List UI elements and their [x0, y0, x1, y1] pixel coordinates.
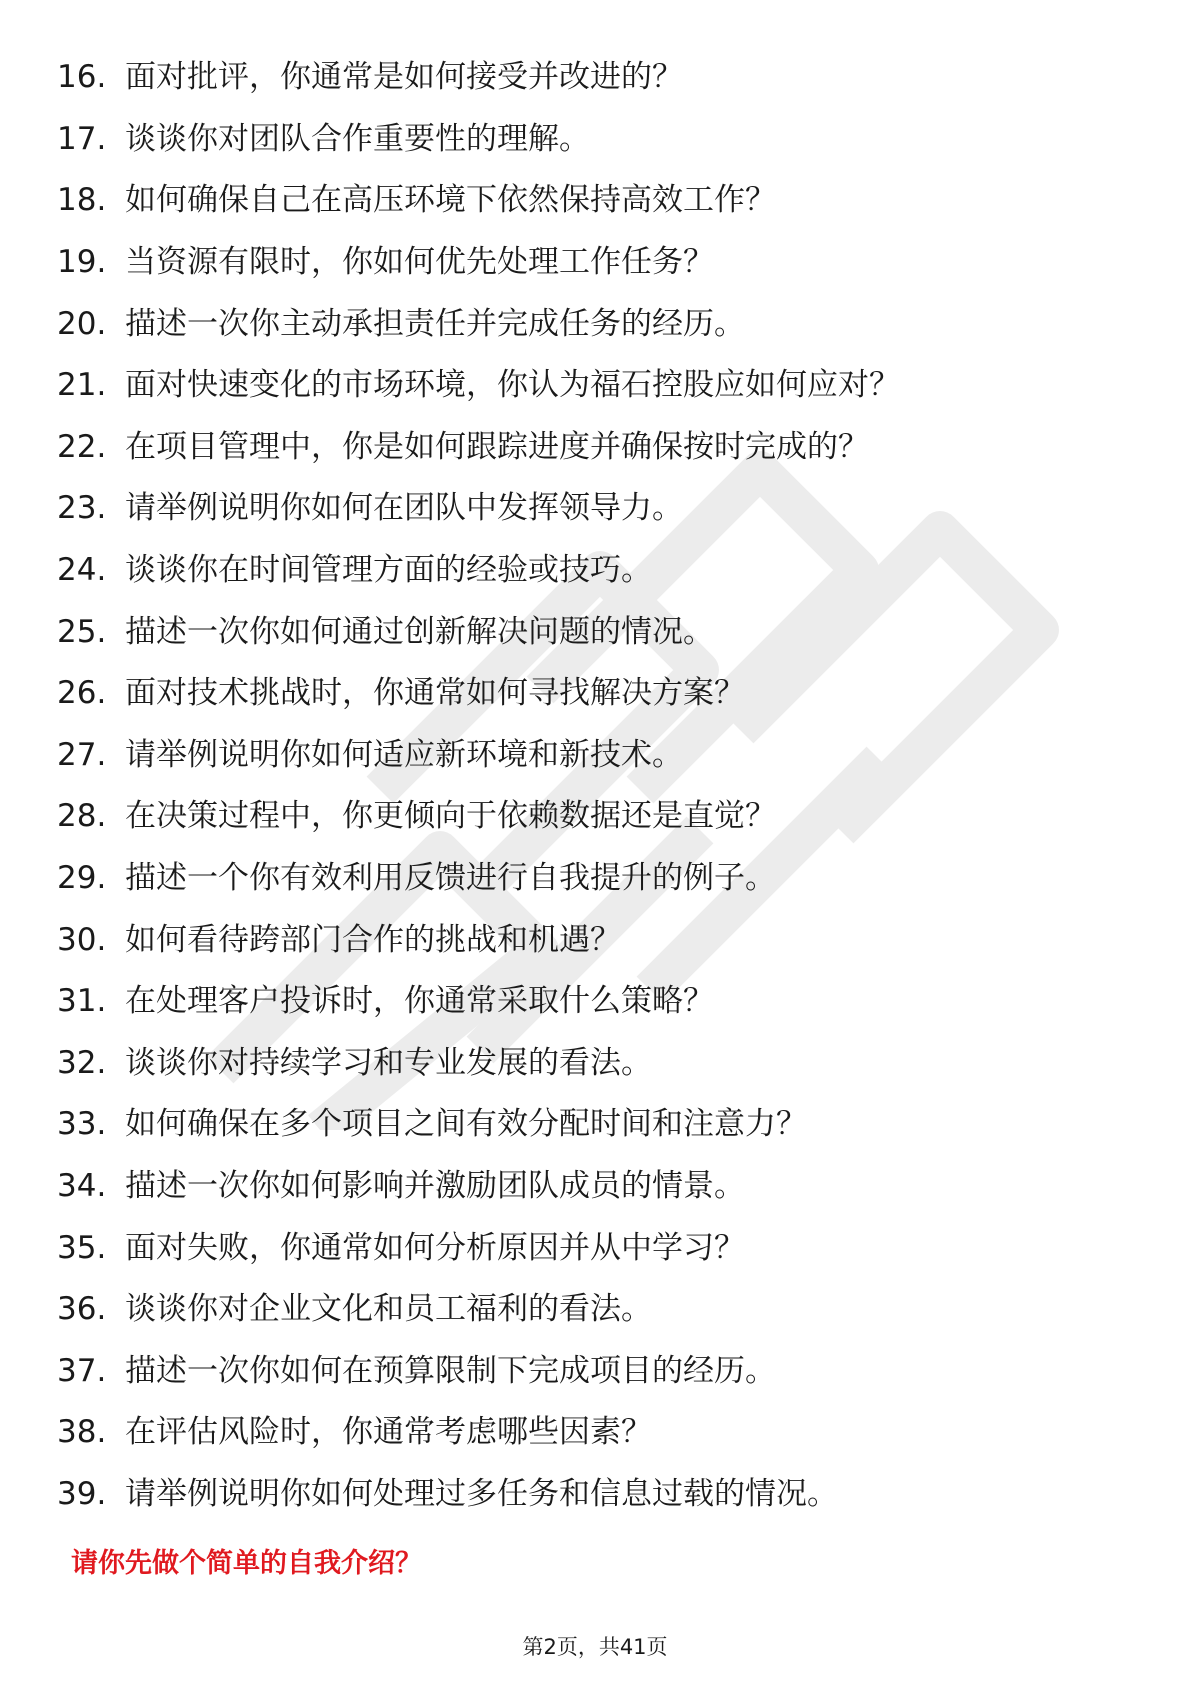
question-item — [57, 417, 1137, 479]
question-item — [57, 170, 1137, 232]
question-text: 面对失败，你通常如何分析原因并从中学习？ — [125, 1229, 745, 1266]
question-number: 34. — [57, 1167, 107, 1204]
question-text: 面对技术挑战时，你通常如何寻找解决方案？ — [125, 675, 745, 712]
question-item — [57, 725, 1137, 787]
question-item — [57, 909, 1137, 971]
question-number: 27. — [57, 736, 107, 773]
question-item — [57, 848, 1137, 910]
question-text: 谈谈你对团队合作重要性的理解。 — [125, 120, 590, 157]
question-number: 36. — [57, 1291, 107, 1328]
question-text: 在决策过程中，你更倾向于依赖数据还是直觉？ — [125, 798, 776, 835]
question-text: 请举例说明你如何处理过多任务和信息过载的情况。 — [125, 1475, 838, 1512]
question-number: 29. — [57, 860, 107, 897]
question-number: 28. — [57, 798, 107, 835]
question-number: 20. — [57, 305, 107, 342]
question-text: 面对快速变化的市场环境，你认为福石控股应如何应对？ — [125, 367, 900, 404]
question-item — [57, 1033, 1137, 1095]
question-item — [57, 1464, 1137, 1526]
question-item — [57, 47, 1137, 109]
highlight-question: 请你先做个简单的自我介绍？ — [71, 1548, 422, 1579]
question-number: 26. — [57, 675, 107, 712]
question-number: 17. — [57, 120, 107, 157]
question-text: 在处理客户投诉时，你通常采取什么策略？ — [125, 983, 714, 1020]
question-text: 描述一次你如何影响并激励团队成员的情景。 — [125, 1167, 745, 1204]
question-number: 35. — [57, 1229, 107, 1266]
question-number: 25. — [57, 613, 107, 650]
question-item — [57, 478, 1137, 540]
question-item — [57, 109, 1137, 171]
question-item — [57, 293, 1137, 355]
question-item — [57, 1217, 1137, 1279]
question-text: 描述一次你如何通过创新解决问题的情况。 — [125, 613, 714, 650]
question-number: 24. — [57, 552, 107, 589]
question-item — [57, 1156, 1137, 1218]
question-item — [57, 540, 1137, 602]
question-text: 如何看待跨部门合作的挑战和机遇？ — [125, 921, 621, 958]
page-footer: 第2页，共41页 — [522, 1635, 668, 1659]
question-text: 当资源有限时，你如何优先处理工作任务？ — [125, 244, 714, 281]
question-text: 面对批评，你通常是如何接受并改进的？ — [125, 59, 683, 96]
question-number: 31. — [57, 983, 107, 1020]
question-item — [57, 355, 1137, 417]
question-number: 21. — [57, 367, 107, 404]
question-item — [57, 1094, 1137, 1156]
question-number: 38. — [57, 1414, 107, 1451]
question-number: 39. — [57, 1475, 107, 1512]
question-text: 描述一次你主动承担责任并完成任务的经历。 — [125, 305, 745, 342]
question-item — [57, 1402, 1137, 1464]
question-number: 19. — [57, 244, 107, 281]
question-item — [57, 971, 1137, 1033]
question-text: 如何确保自己在高压环境下依然保持高效工作？ — [125, 182, 776, 219]
question-text: 谈谈你在时间管理方面的经验或技巧。 — [125, 552, 652, 589]
question-text: 在评估风险时，你通常考虑哪些因素？ — [125, 1414, 652, 1451]
question-number: 16. — [57, 59, 107, 96]
question-item — [57, 232, 1137, 294]
question-number: 37. — [57, 1352, 107, 1389]
question-item — [57, 601, 1137, 663]
question-text: 如何确保在多个项目之间有效分配时间和注意力？ — [125, 1106, 807, 1143]
question-text: 描述一个你有效利用反馈进行自我提升的例子。 — [125, 860, 776, 897]
question-list — [57, 47, 1137, 1525]
question-item — [57, 786, 1137, 848]
question-text: 谈谈你对持续学习和专业发展的看法。 — [125, 1044, 652, 1081]
question-number: 33. — [57, 1106, 107, 1143]
question-text: 在项目管理中，你是如何跟踪进度并确保按时完成的？ — [125, 428, 869, 465]
question-number: 18. — [57, 182, 107, 219]
question-item — [57, 663, 1137, 725]
question-item — [57, 1340, 1137, 1402]
question-text: 描述一次你如何在预算限制下完成项目的经历。 — [125, 1352, 776, 1389]
question-number: 30. — [57, 921, 107, 958]
question-number: 32. — [57, 1044, 107, 1081]
question-number: 23. — [57, 490, 107, 527]
question-text: 请举例说明你如何在团队中发挥领导力。 — [125, 490, 683, 527]
question-text: 请举例说明你如何适应新环境和新技术。 — [125, 736, 683, 773]
question-number: 22. — [57, 428, 107, 465]
question-text: 谈谈你对企业文化和员工福利的看法。 — [125, 1291, 652, 1328]
question-item — [57, 1279, 1137, 1341]
